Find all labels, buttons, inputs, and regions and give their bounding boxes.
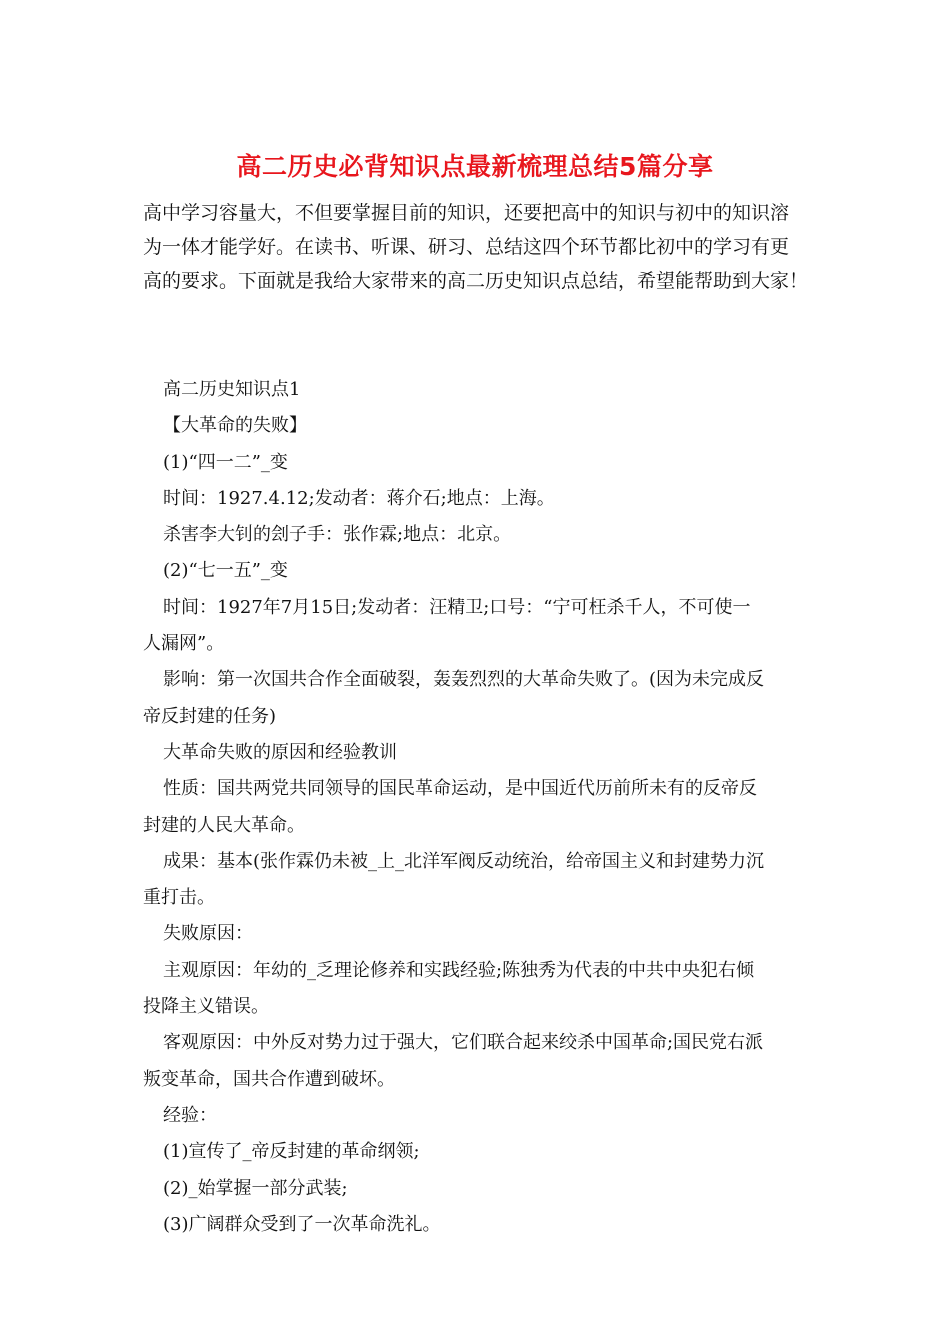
result-line-2: 重打击。: [143, 887, 215, 909]
intro-line: 高的要求。下面就是我给大家带来的高二历史知识点总结，希望能帮助到大家！: [143, 270, 809, 292]
item2-time-line-1: 时间：1927年7月15日;发动者：汪精卫;口号：“宁可枉杀千人，不可使一: [163, 596, 751, 618]
item1-killer: 杀害李大钊的刽子手：张作霖;地点：北京。: [163, 524, 512, 546]
item2-title: (2)“七一五”_变: [163, 560, 288, 582]
document-title: 高二历史必背知识点最新梳理总结5篇分享: [236, 152, 714, 181]
impact-line-1: 影响：第一次国共合作全面破裂，轰轰烈烈的大革命失败了。(因为未完成反: [163, 669, 765, 691]
lesson-item: (2)_始掌握一部分武装;: [163, 1177, 348, 1199]
lessons-heading: 经验：: [163, 1104, 217, 1126]
nature-line-1: 性质：国共两党共同领导的国民革命运动，是中国近代历前所未有的反帝反: [163, 778, 757, 800]
item1-time: 时间：1927.4.12;发动者：蒋介石;地点：上海。: [163, 487, 555, 509]
objective-line-1: 客观原因：中外反对势力过于强大，它们联合起来绞杀中国革命;国民党右派: [163, 1032, 764, 1054]
subjective-line-2: 投降主义错误。: [143, 996, 269, 1018]
section-subheading: 【大革命的失败】: [163, 415, 307, 437]
intro-line: 为一体才能学好。在读书、听课、研习、总结这四个环节都比初中的学习有更: [143, 236, 790, 258]
impact-line-2: 帝反封建的任务): [143, 705, 277, 727]
lesson-item: (3)广阔群众受到了一次革命洗礼。: [163, 1213, 441, 1235]
section-heading: 高二历史知识点1: [163, 379, 301, 400]
intro-line: 高中学习容量大，不但要掌握目前的知识，还要把高中的知识与初中的知识溶: [143, 202, 790, 224]
intro-paragraph: [143, 196, 815, 298]
objective-line-2: 叛变革命，国共合作遭到破坏。: [143, 1068, 395, 1090]
lesson-item: (1)宣传了_帝反封建的革命纲领;: [163, 1141, 420, 1163]
item1-title: (1)“四一二”_变: [163, 451, 288, 473]
section-body: [143, 372, 815, 1243]
subjective-line-1: 主观原因：年幼的_乏理论修养和实践经验;陈独秀为代表的中共中央犯右倾: [163, 959, 755, 981]
nature-line-2: 封建的人民大革命。: [143, 814, 305, 836]
item2-time-line-2: 人漏网”。: [143, 633, 225, 655]
result-line-1: 成果：基本(张作霖仍未被_上_北洋军阀反动统治，给帝国主义和封建势力沉: [163, 850, 765, 872]
reasons-heading: 大革命失败的原因和经验教训: [163, 741, 397, 763]
failure-heading: 失败原因：: [163, 923, 253, 945]
